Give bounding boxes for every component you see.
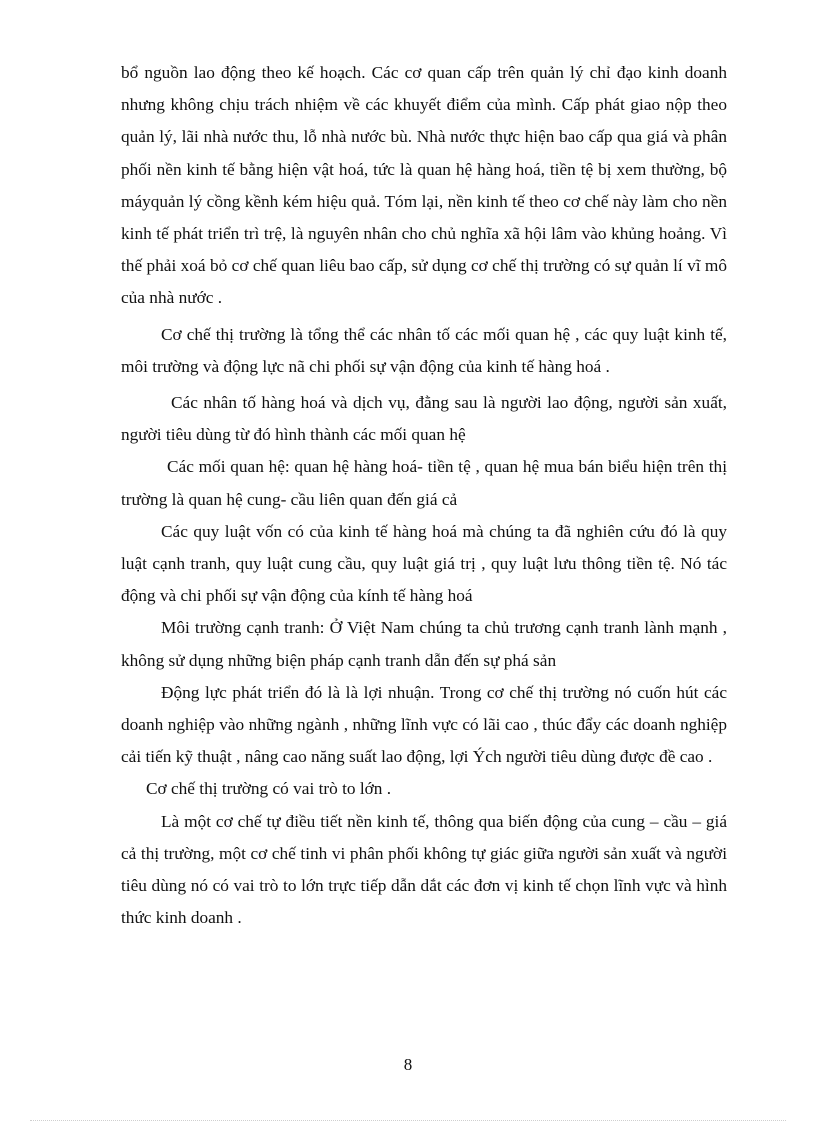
body-text [121,57,727,934]
paragraph-relations: Các mối quan hệ: quan hệ hàng hoá- tiền tệ , quan hệ mua bán biểu hiện trên thị trường là quan hệ cung- cầu liên quan đến giá cả [121,457,727,509]
paragraph-factors: Các nhân tố hàng hoá và dịch vụ, đằng sau là người lao động, người sản xuất, người tiêu dùng từ đó hình thành các mối quan hệ [121,393,727,445]
footer-divider [30,1120,786,1121]
paragraph-centralized-economy: bổ nguồn lao động theo kế hoạch. Các cơ quan cấp trên quản lý chỉ đạo kinh doanh nhưng không chịu trách nhiệm về các khuyết điểm của mình. Cấp phát giao nộp theo quản lý, lãi nhà nước thu, lỗ nhà nước bù. Nhà nước thực hiện bao cấp qua giá và phân phối nền kinh tế bằng hiện vật hoá, tức là quan hệ hàng hoá, tiền tệ bị xem thường, bộ máyquản lý cồng kềnh kém hiệu quả. Tóm lại, nền kinh tế theo cơ chế này làm cho nền kinh tế phát triển trì trệ, là nguyên nhân cho chủ nghĩa xã hội lâm vào khủng hoảng. Vì thế phải xoá bỏ cơ chế quan liêu bao cấp, sử dụng cơ chế thị trường có sự quản lí vĩ mô của nhà nước . [121,63,727,308]
paragraph-market-mechanism-definition: Cơ chế thị trường là tổng thể các nhân tố các mối quan hệ , các quy luật kinh tế, môi trường và động lực nã chi phối sự vận động của kinh tế hàng hoá . [121,324,727,376]
paragraph-driving-force: Động lực phát triển đó là là lợi nhuận. Trong cơ chế thị trường nó cuốn hút các doanh nghiệp vào những ngành , những lĩnh vực có lãi cao , thúc đẩy các doanh nghiệp cải tiến kỹ thuật , nâng cao năng suất lao động, lợi Ých người tiêu dùng được đề cao . [121,682,727,767]
page-number: 8 [403,1055,413,1074]
paragraph-role-heading: Cơ chế thị trường có vai trò to lớn . [146,779,392,799]
paragraph-competitive-environment: Môi trường cạnh tranh: Ở Việt Nam chúng ta chủ trương cạnh tranh lành mạnh , không sử dụng những biện pháp cạnh tranh dẫn đến sự phá sản [121,618,727,670]
paragraph-self-regulation: Là một cơ chế tự điều tiết nền kinh tế, thông qua biến động của cung – cầu – giá cả thị trường, một cơ chế tinh vi phân phối không tự giác giữa người sản xuất và người tiêu dùng nó có vai trò to lớn trực tiếp dẫn dắt các đơn vị kinh tế chọn lĩnh vực và hình thức kinh doanh . [121,811,727,928]
paragraph-economic-laws: Các quy luật vốn có của kinh tế hàng hoá mà chúng ta đã nghiên cứu đó là quy luật cạnh tranh, quy luật cung cầu, quy luật giá trị , quy luật lưu thông tiền tệ. Nó tác động và chi phối sự vận động của kính tế hàng hoá [121,521,727,606]
